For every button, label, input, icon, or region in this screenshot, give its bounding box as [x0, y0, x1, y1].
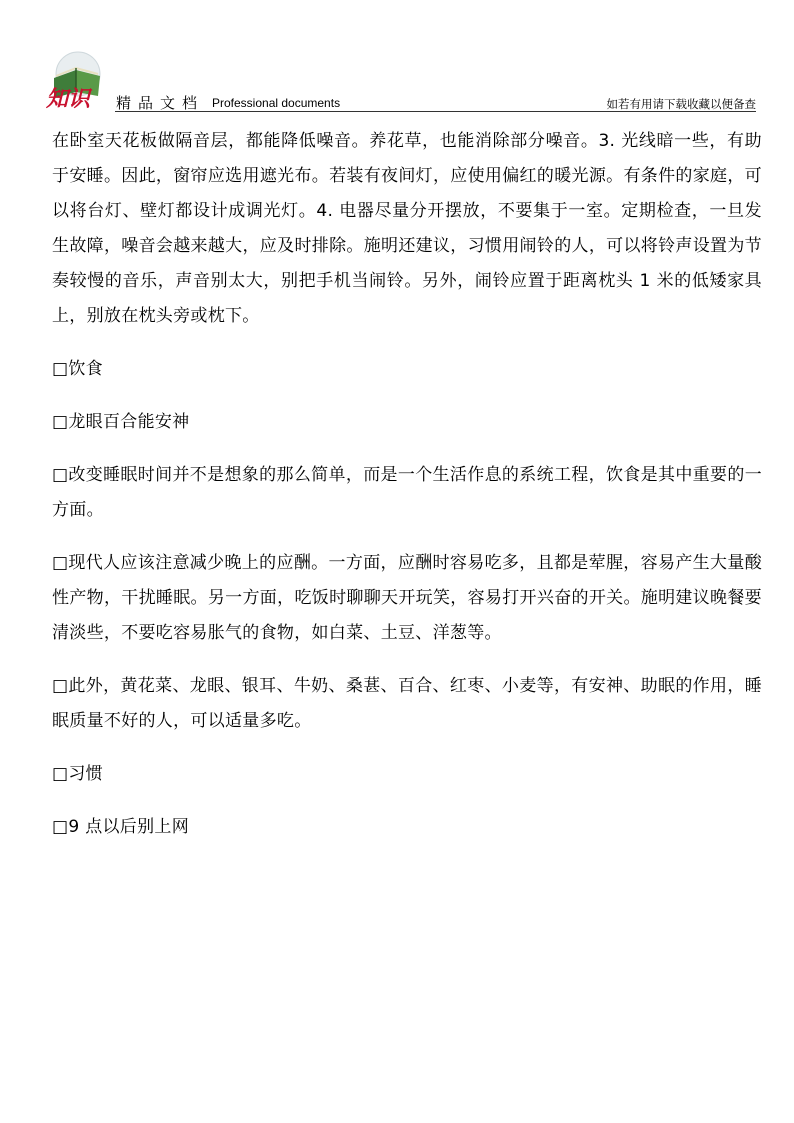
paragraph-text: 龙眼百合能安神 [68, 412, 190, 432]
paragraph-text: 此外，黄花菜、龙眼、银耳、牛奶、桑葚、百合、红枣、小麦等，有安神、助眠的作用，睡眠质量不好的人，可以适量多吃。 [52, 676, 762, 731]
brand-chinese: 精品文档 [116, 94, 205, 112]
paragraph-dinner [52, 546, 762, 651]
page-header [0, 0, 794, 115]
checkbox-bullet-icon: □ [52, 817, 69, 837]
paragraph-text: 改变睡眠时间并不是想象的那么简单，而是一个生活作息的系统工程，饮食是其中重要的一方面。 [52, 465, 762, 520]
paragraph-text: 现代人应该注意减少晚上的应酬。一方面，应酬时容易吃多，且都是荤腥，容易产生大量酸性产物，干扰睡眠。另一方面，吃饭时聊聊天开玩笑，容易打开兴奋的开关。施明建议晚餐要清淡些，不要吃容易胀气的食物，如白菜、土豆、洋葱等。 [52, 553, 762, 643]
paragraph-text: 习惯 [68, 764, 103, 784]
checkbox-bullet-icon: □ [52, 553, 69, 573]
checkbox-bullet-icon: □ [52, 412, 69, 432]
header-divider [115, 111, 756, 112]
paragraph-subheading-internet [52, 810, 762, 845]
paragraph-foods [52, 669, 762, 739]
paragraph-heading-diet [52, 352, 762, 387]
paragraph-subheading [52, 405, 762, 440]
book-logo-icon [40, 48, 110, 110]
logo-wordmark: 知识 [46, 86, 91, 110]
brand-english: Professional documents [212, 96, 341, 110]
paragraph-text: 在卧室天花板做隔音层，都能降低噪音。养花草，也能消除部分噪音。3. 光线暗一些，有助于安睡。因此，窗帘应选用遮光布。若装有夜间灯，应使用偏红的暖光源。有条件的家庭，可以将台灯、壁灯都设计成调光灯。4. 电器尽量分开摆放，不要集于一室。定期检查，一旦发生故障，噪音会越来越大，应及时排除。施明还建议，习惯用闹铃的人，可以将铃声设置为节奏较慢的音乐，声音别太大，别把手机当闹铃。另外，闹铃应置于距离枕头 1 米的低矮家具上，别放在枕头旁或枕下。 [52, 131, 762, 326]
checkbox-bullet-icon: □ [52, 359, 69, 379]
paragraph-heading-habits [52, 757, 762, 792]
checkbox-bullet-icon: □ [52, 764, 69, 784]
checkbox-bullet-icon: □ [52, 465, 69, 485]
checkbox-bullet-icon: □ [52, 676, 69, 696]
paragraph-intro [52, 124, 762, 334]
paragraph-diet-intro [52, 458, 762, 528]
paragraph-text: 9 点以后别上网 [68, 817, 189, 837]
header-note: 如若有用请下载收藏以便备查 [606, 97, 756, 111]
paragraph-text: 饮食 [68, 359, 103, 379]
document-body [52, 124, 762, 845]
